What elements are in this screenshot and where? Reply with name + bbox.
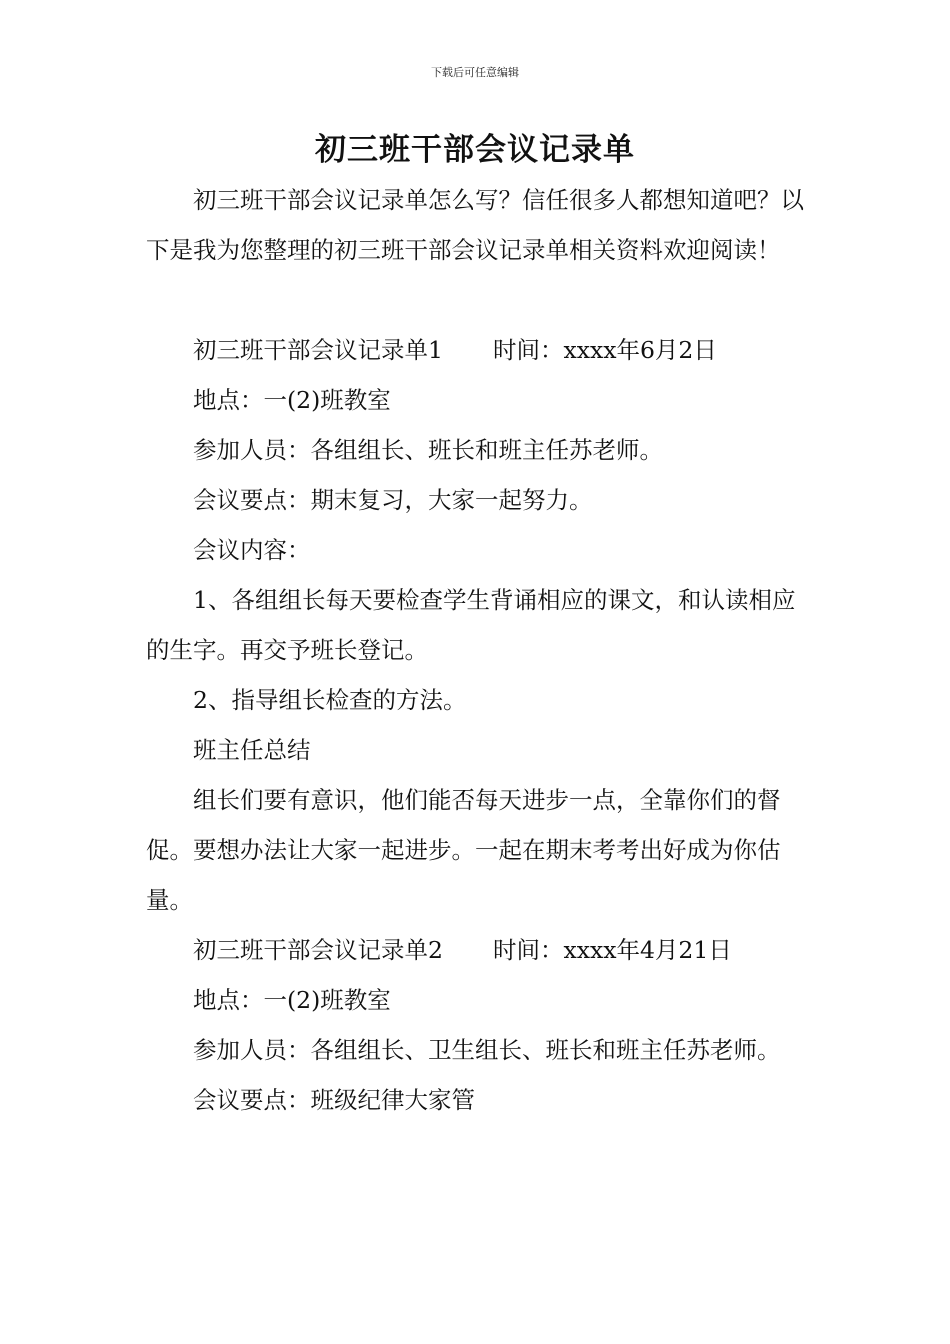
document-title: 初三班干部会议记录单: [315, 132, 635, 168]
record-1-heading-line: [146, 325, 808, 375]
record-1-summary: 组长们要有意识，他们能否每天进步一点，全靠你们的督促。要想办法让大家一起进步。一起在期末考考出好成为你估量。: [146, 786, 781, 914]
record-1-summary-label: 班主任总结: [193, 736, 311, 764]
record-2-attendees: 参加人员：各组组长、卫生组长、班长和班主任苏老师。: [193, 1036, 781, 1064]
record-1-heading: 初三班干部会议记录单1: [193, 336, 443, 364]
document-body: [146, 175, 808, 1125]
record-1-item-2: 2、指导组长检查的方法。: [193, 686, 467, 714]
record-2-time: 时间：xxxx年4月21日: [492, 936, 732, 964]
record-1-time: 时间：xxxx年6月2日: [492, 336, 717, 364]
page-header-note: 下载后可任意编辑: [431, 66, 519, 79]
record-1-place: 地点：一(2)班教室: [193, 386, 391, 414]
record-2-heading: 初三班干部会议记录单2: [193, 936, 443, 964]
intro-paragraph: 初三班干部会议记录单怎么写？信任很多人都想知道吧？以下是我为您整理的初三班干部会议记录单相关资料欢迎阅读！: [146, 186, 804, 264]
paragraph-gap: [146, 275, 808, 325]
record-1-content-label: 会议内容：: [193, 536, 311, 564]
record-2-heading-line: [146, 925, 808, 975]
record-1-item-1: 1、各组组长每天要检查学生背诵相应的课文，和认读相应的生字。再交予班长登记。: [146, 586, 796, 664]
record-1-key-point: 会议要点：期末复习，大家一起努力。: [193, 486, 593, 514]
record-2-key-point: 会议要点：班级纪律大家管: [193, 1086, 475, 1114]
record-1-attendees: 参加人员：各组组长、班长和班主任苏老师。: [193, 436, 663, 464]
record-2-place: 地点：一(2)班教室: [193, 986, 391, 1014]
